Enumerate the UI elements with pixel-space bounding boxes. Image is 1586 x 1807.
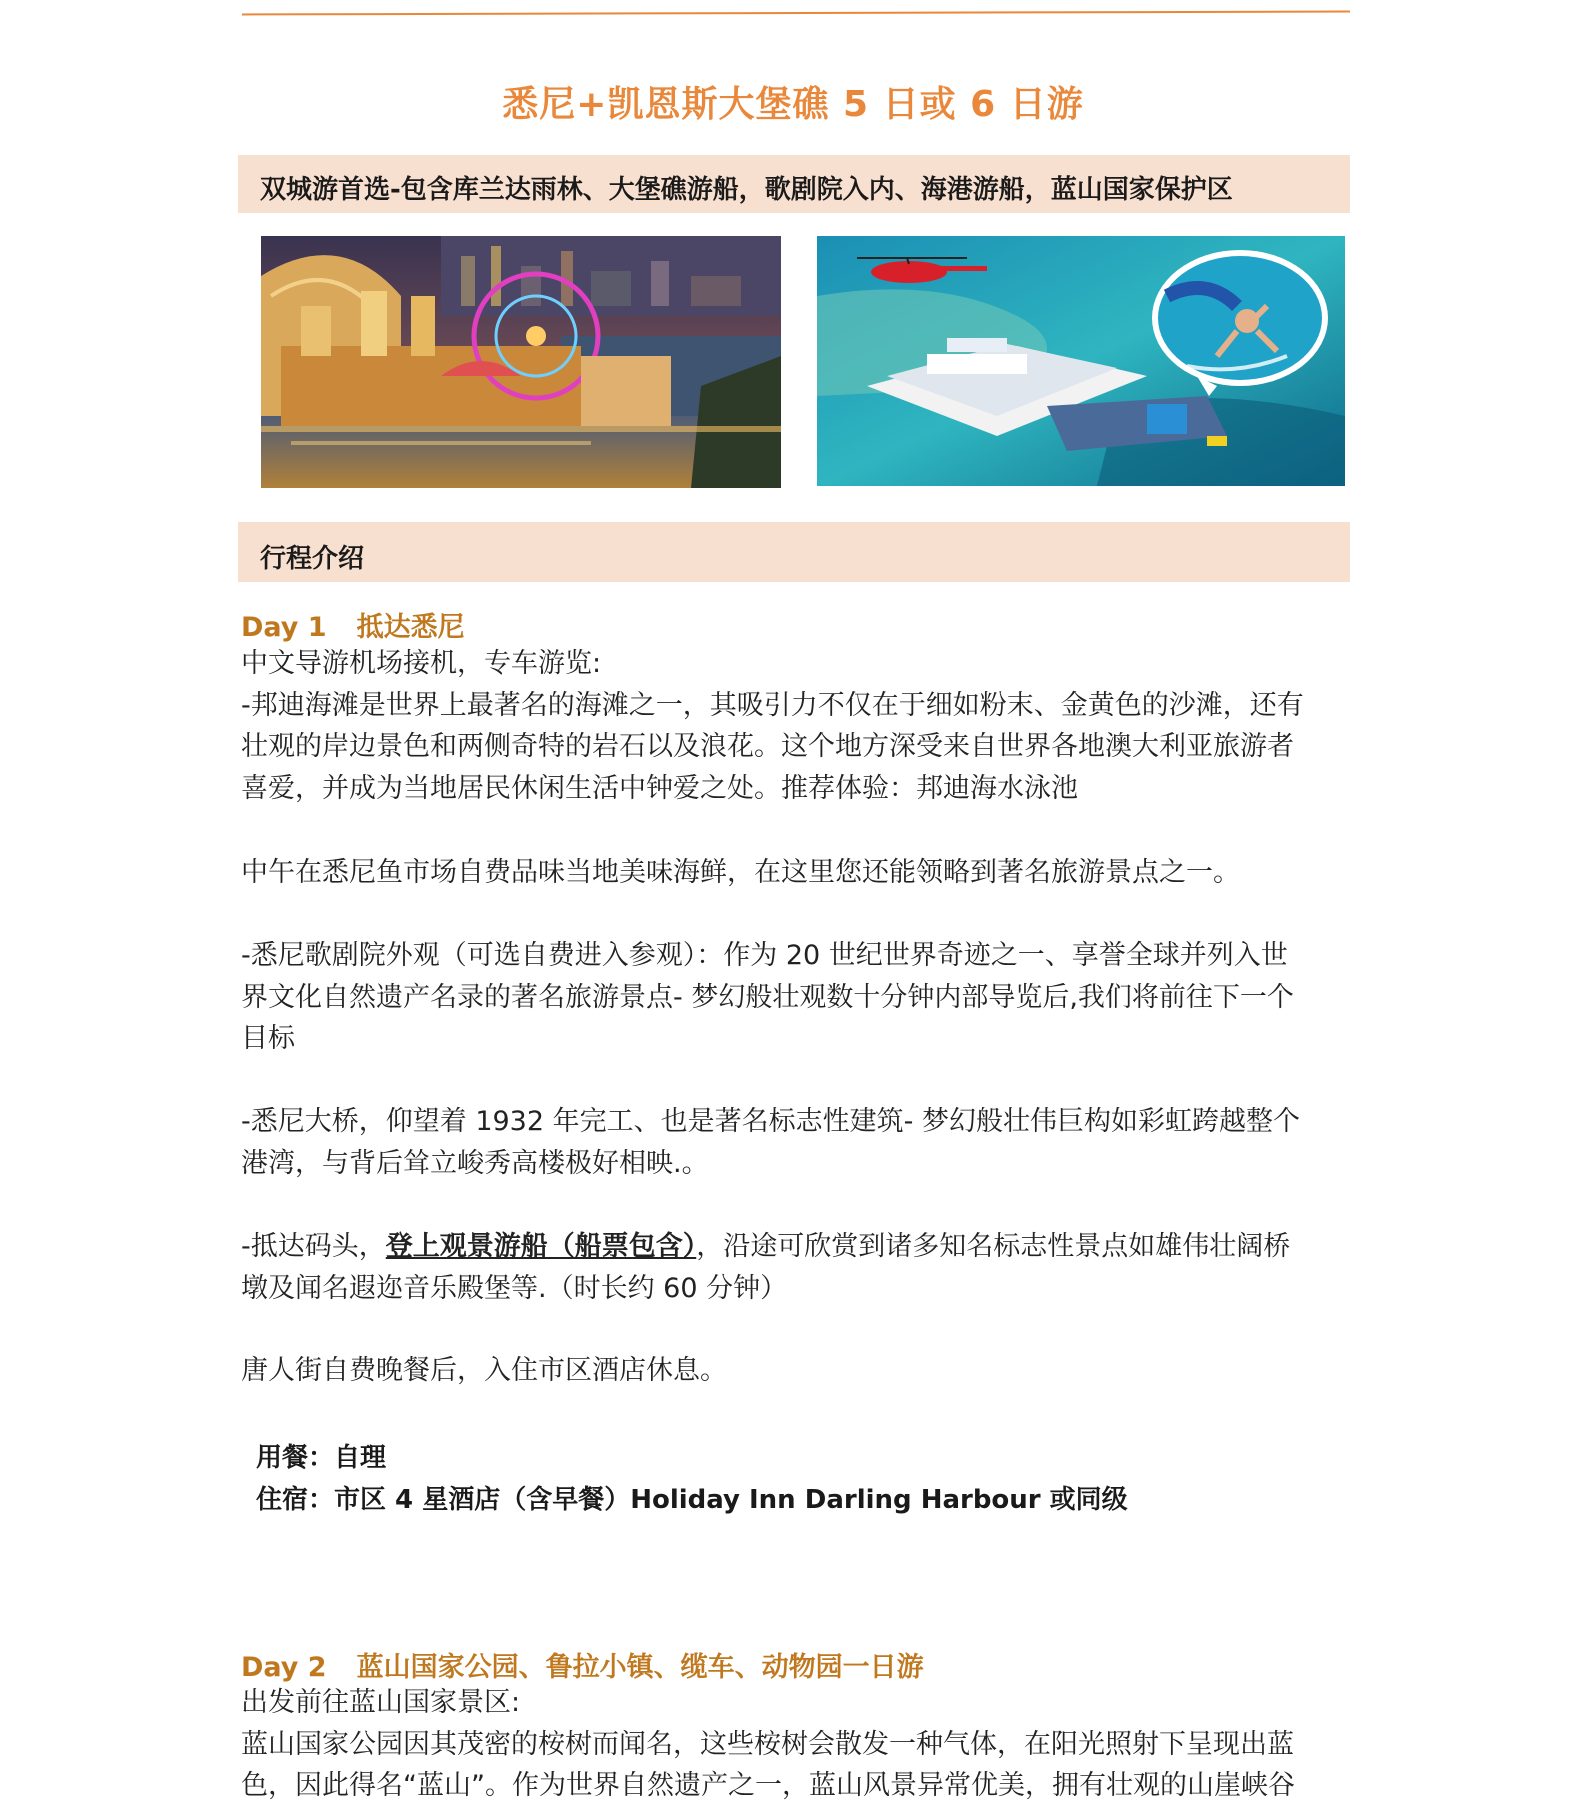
day1-hotel: 住宿：市区 4 星酒店（含早餐）Holiday Inn Darling Harbour 或同级 [256,1485,1128,1515]
day1-label: Day 1 [241,612,327,643]
bondi-line-1: -邦迪海滩是世界上最著名的海滩之一，其吸引力不仅在于细如粉末、金黄色的沙滩，还有 [241,689,1304,721]
cruise-paragraph [241,1226,1351,1309]
opera-line-1: -悉尼歌剧院外观（可选自费进入参观）：作为 20 世纪世界奇迹之一、享誉全球并列入世 [241,940,1288,971]
bondi-line-2: 壮观的岸边景色和两侧奇特的岩石以及浪花。这个地方深受来自世界各地澳大利亚旅游者 [241,731,1294,762]
page-title: 悉尼+凯恩斯大堡礁 5 日或 6 日游 [502,84,1084,125]
sydney-photo [261,236,781,488]
bridge-paragraph [241,1101,1351,1184]
cruise-pre: -抵达码头， [241,1231,386,1262]
bridge-line-1: -悉尼大桥，仰望着 1932 年完工、也是著名标志性建筑- 梦幻般壮伟巨构如彩虹跨越整个 [241,1106,1300,1137]
subtitle-band [238,155,1350,213]
opera-line-3: 目标 [241,1023,295,1054]
day2-title: 蓝山国家公园、鲁拉小镇、缆车、动物园一日游 [356,1652,924,1683]
opera-paragraph [241,935,1351,1060]
day1-heading [241,605,465,644]
day1-intro: 中文导游机场接机，专车游览: [241,648,602,679]
evening-paragraph [241,1350,1351,1392]
subtitle-text: 双城游首选-包含库兰达雨林、大堡礁游船，歌剧院入内、海港游船，蓝山国家保护区 [260,175,1233,205]
day2-heading [241,1645,924,1684]
bondi-line-3: 喜爱，并成为当地居民休闲生活中钟爱之处。推荐体验：邦迪海水泳池 [241,772,1078,804]
lunch-line: 中午在悉尼鱼市场自费品味当地美味海鲜，在这里您还能领略到著名旅游景点之一。 [241,857,1240,888]
reef-photo [817,236,1345,486]
day2-line-1: 蓝山国家公园因其茂密的桉树而闻名，这些桉树会散发一种气体，在阳光照射下呈现出蓝 [241,1728,1294,1760]
cruise-post: ，沿途可欣赏到诸多知名标志性景点如雄伟壮阔桥 [696,1231,1291,1262]
day2-line-2: 色，因此得名“蓝山”。作为世界自然遗产之一，蓝山风景异常优美，拥有壮观的山崖峡谷 [241,1770,1295,1801]
section-heading: 行程介绍 [260,544,365,574]
day1-meals: 用餐：自理 [256,1443,387,1473]
opera-line-2: 界文化自然遗产名录的著名旅游景点- 梦幻般壮观数十分钟内部导览后,我们将前往下一个 [241,981,1294,1013]
day2-intro: 出发前往蓝山国家景区: [241,1687,521,1718]
cruise-highlight: 登上观景游船（船票包含） [385,1231,697,1262]
bridge-line-2: 港湾，与背后耸立峻秀高楼极好相映.。 [241,1147,709,1179]
day1-title: 抵达悉尼 [356,612,465,643]
top-divider [242,11,1350,16]
section-band [238,522,1350,582]
day2-block [241,1682,1351,1807]
day2-label: Day 2 [241,1652,327,1683]
evening-line: 唐人街自费晚餐后，入住市区酒店休息。 [241,1355,727,1386]
day1-intro-block [241,643,1351,809]
cruise-line-1 [241,1226,1351,1268]
lunch-paragraph [241,852,1351,894]
cruise-line-2: 墩及闻名遐迩音乐殿堡等.（时长约 60 分钟） [241,1272,788,1304]
